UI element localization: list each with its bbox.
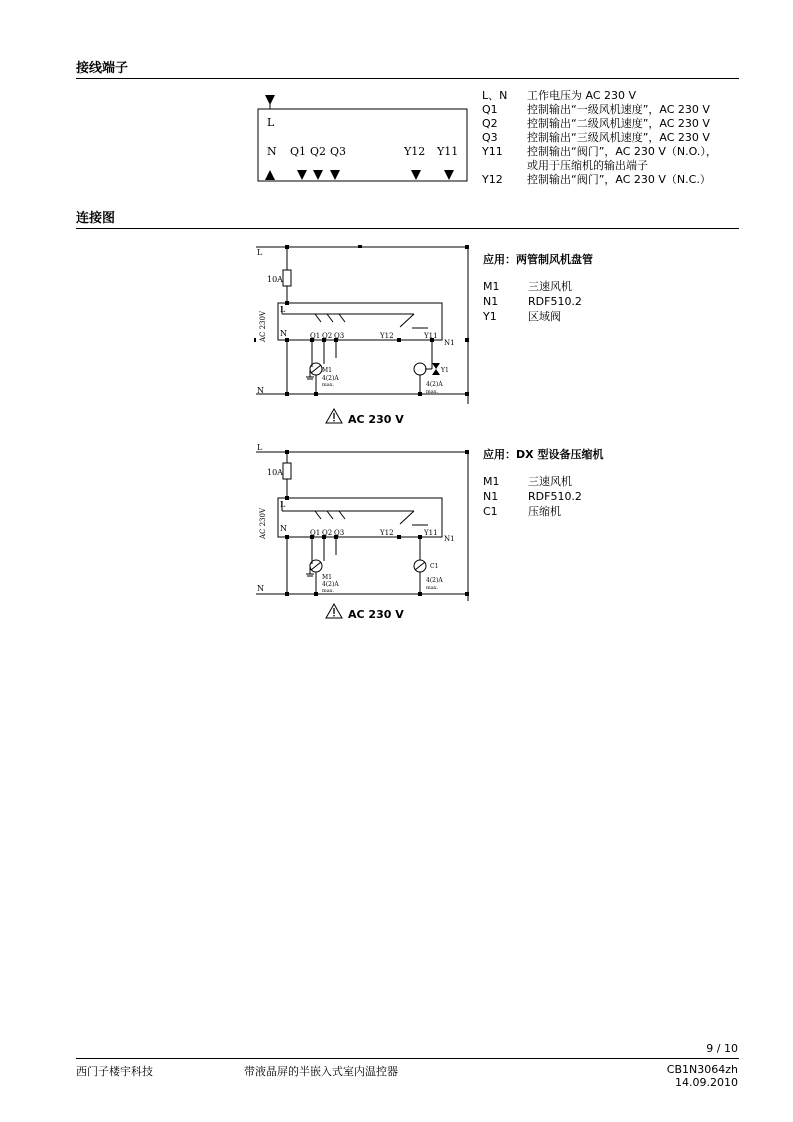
terminal-N-label: N: [267, 145, 277, 158]
application-title: 应用：DX 型设备压缩机: [483, 448, 604, 461]
terminals-section-title: 接线端子: [76, 61, 129, 76]
legend-code: Q2: [482, 117, 498, 130]
Y11-label: Y11: [424, 332, 438, 340]
legend-code: M1: [483, 280, 500, 293]
Q1-label: Q1: [310, 332, 321, 340]
legend-desc: 控制输出“阀门”，AC 230 V（N.O.），: [527, 145, 717, 158]
legend-code: N1: [483, 490, 499, 503]
Y12-label: Y12: [380, 529, 394, 537]
legend-code: C1: [483, 505, 498, 518]
Q2-label: Q2: [322, 529, 333, 537]
legend-code: N1: [483, 295, 499, 308]
terminal-Q1-arrow-icon: [297, 170, 307, 180]
C1-label: C1: [430, 563, 439, 570]
legend-row: [482, 173, 739, 187]
diagram2-legend: [483, 475, 683, 521]
terminal-legend: [482, 89, 739, 189]
line-L-label: L: [257, 248, 263, 257]
footer-divider: [76, 1058, 739, 1059]
inner-N-label: N: [280, 524, 287, 533]
legend-row: [482, 145, 739, 159]
legend-code: M1: [483, 475, 500, 488]
footer-doc-id: CB1N3064zh: [666, 1063, 738, 1076]
warning-triangle-icon: [325, 603, 343, 619]
legend-desc: 三速风机: [528, 475, 572, 488]
line-N-label: N: [257, 584, 264, 593]
terminal-Y12-arrow-icon: [411, 170, 421, 180]
legend-code: Y11: [482, 145, 503, 158]
fan-max-label: max.: [322, 382, 335, 388]
legend-code: Y1: [483, 310, 497, 323]
M1-label: M1: [322, 574, 332, 581]
fan-rating-label: 4(2)A: [322, 375, 339, 382]
legend-desc: 控制输出“阀门”，AC 230 V（N.C.）: [527, 173, 711, 186]
legend-code: L、N: [482, 89, 508, 102]
terminal-Y11-arrow-icon: [444, 170, 454, 180]
valve-max-label: max.: [426, 389, 439, 395]
inner-L-label: L: [280, 500, 286, 509]
legend-row: [483, 475, 683, 490]
legend-desc: 三速风机: [528, 280, 572, 293]
legend-row: [483, 295, 683, 310]
compressor-rating-label: 4(2)A: [426, 577, 443, 584]
inner-L-label: L: [280, 305, 286, 314]
N1-label: N1: [444, 339, 455, 347]
warning-label: AC 230 V: [348, 413, 404, 426]
legend-row: [483, 505, 683, 520]
legend-row: [482, 103, 739, 117]
legend-row: [483, 310, 683, 325]
line-L-label: L: [257, 443, 263, 452]
terminal-N-arrow-icon: [265, 170, 275, 180]
Q3-label: Q3: [334, 332, 345, 340]
page-number: 9 / 10: [706, 1042, 738, 1055]
compressor-max-label: max.: [426, 585, 439, 591]
legend-desc: 控制输出“三级风机速度”，AC 230 V: [527, 131, 710, 144]
legend-desc: 控制输出“一级风机速度”，AC 230 V: [527, 103, 710, 116]
Y12-label: Y12: [380, 332, 394, 340]
M1-label: M1: [322, 367, 332, 374]
Q1-label: Q1: [310, 529, 321, 537]
Y1-label: Y1: [441, 367, 449, 374]
Y11-label: Y11: [424, 529, 438, 537]
legend-row: [483, 490, 683, 505]
application-title: 应用：两管制风机盘管: [483, 253, 593, 266]
legend-desc: RDF510.2: [528, 490, 582, 503]
warning-label: AC 230 V: [348, 608, 404, 621]
legend-desc: 区域阀: [528, 310, 561, 323]
legend-desc: RDF510.2: [528, 295, 582, 308]
footer-product: 带液晶屏的半嵌入式室内温控器: [244, 1065, 398, 1078]
legend-desc: 工作电压为 AC 230 V: [527, 89, 637, 102]
legend-desc: 控制输出“二级风机速度”，AC 230 V: [527, 117, 710, 130]
fan-rating-label: 4(2)A: [322, 581, 339, 588]
terminal-Q2-label: Q2: [310, 145, 327, 158]
terminal-Q2-arrow-icon: [313, 170, 323, 180]
fuse-rating-label: 10A: [267, 275, 283, 284]
terminal-block-diagram: [255, 90, 475, 185]
legend-row: [482, 131, 739, 145]
wiring-diagram-fan-coil: [252, 242, 470, 404]
legend-row: [482, 159, 739, 173]
legend-row: [482, 117, 739, 131]
legend-row: [483, 280, 683, 295]
footer-date: 14.09.2010: [675, 1076, 738, 1089]
inner-N-label: N: [280, 329, 287, 338]
line-N-label: N: [257, 386, 264, 395]
legend-desc: 或用于压缩机的输出端子: [527, 159, 648, 172]
fan-max-label: max.: [322, 588, 335, 594]
terminal-Y11-label: Y11: [437, 145, 459, 158]
valve-rating-label: 4(2)A: [426, 381, 443, 388]
terminal-L-label: L: [267, 116, 275, 129]
legend-code: Q1: [482, 103, 498, 116]
terminal-Y12-label: Y12: [404, 145, 426, 158]
connection-section-title: 连接图: [76, 211, 116, 226]
Q2-label: Q2: [322, 332, 333, 340]
terminal-Q3-label: Q3: [330, 145, 347, 158]
legend-code: Y12: [482, 173, 503, 186]
section-divider: [76, 78, 739, 79]
diagram1-legend: [483, 280, 683, 326]
supply-voltage-label: AC 230V: [259, 507, 267, 539]
footer-company: 西门子楼宇科技: [76, 1065, 153, 1078]
warning-voltage-1: [325, 408, 405, 426]
legend-code: Q3: [482, 131, 498, 144]
legend-desc: 压缩机: [528, 505, 561, 518]
wiring-diagram-dx-compressor: [252, 439, 470, 601]
terminal-Q1-label: Q1: [290, 145, 307, 158]
supply-voltage-label: AC 230V: [259, 310, 267, 342]
terminal-Q3-arrow-icon: [330, 170, 340, 180]
section-divider: [76, 228, 739, 229]
Q3-label: Q3: [334, 529, 345, 537]
fuse-rating-label: 10A: [267, 468, 283, 477]
legend-row: [482, 89, 739, 103]
warning-voltage-2: [325, 603, 405, 621]
warning-triangle-icon: [325, 408, 343, 424]
N1-label: N1: [444, 535, 455, 543]
